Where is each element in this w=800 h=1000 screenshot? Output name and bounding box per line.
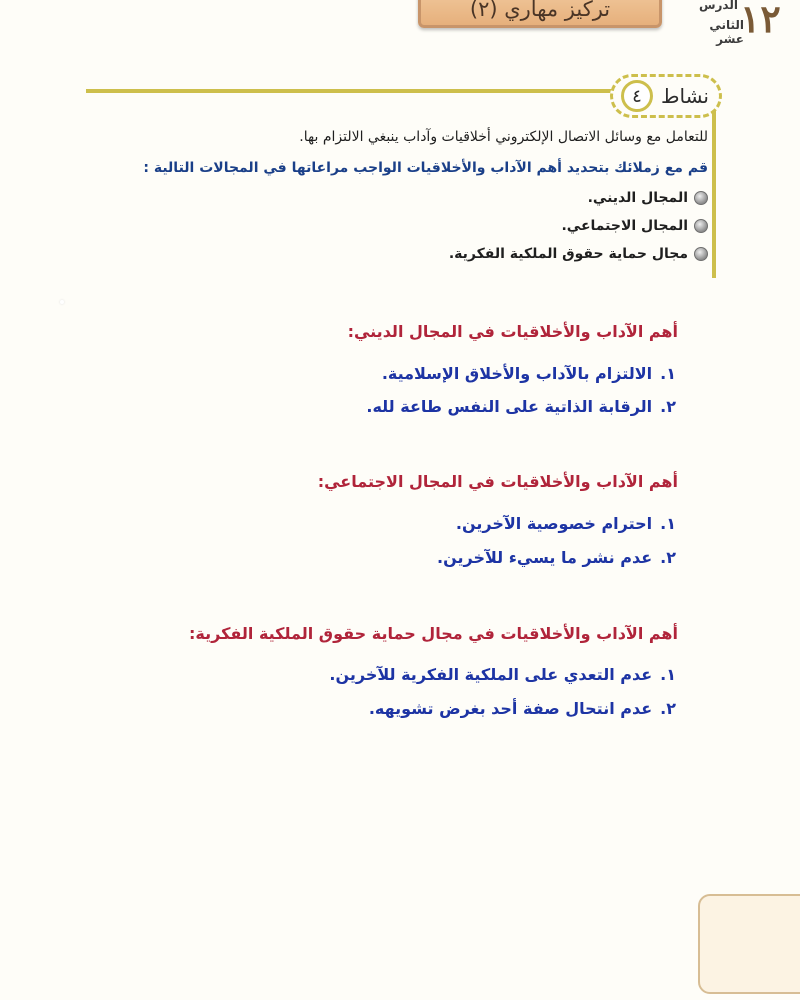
lesson-title: تركيز مهاري (٢)	[469, 0, 611, 21]
field-item	[561, 218, 708, 234]
page-speck	[60, 300, 64, 304]
lesson-title-banner	[418, 0, 662, 28]
page-corner-tab	[698, 894, 800, 994]
field-item	[449, 246, 708, 262]
answer-text: احترام خصوصية الآخرين.	[455, 514, 653, 533]
answer-item	[369, 699, 676, 718]
activity-top-rule	[86, 89, 614, 93]
field-label: المجال الديني.	[587, 190, 688, 206]
activity-label: نشاط	[661, 84, 709, 108]
answer-text: عدم انتحال صفة أحد بغرض تشويهه.	[368, 699, 653, 718]
lesson-number: ١٢	[740, 0, 781, 41]
answer-item	[456, 514, 676, 533]
answer-number: ١.	[660, 364, 676, 383]
field-item	[588, 190, 708, 206]
lesson-word: الدرس	[698, 0, 738, 12]
answer-number: ١.	[660, 514, 676, 533]
answer-text: عدم التعدي على الملكية الفكرية للآخرين.	[329, 665, 653, 684]
answer-item	[382, 364, 676, 383]
field-label: مجال حماية حقوق الملكية الفكرية.	[448, 246, 688, 262]
answer-item	[329, 665, 676, 684]
answer-number: ٢.	[660, 699, 676, 718]
section-heading: أهم الآداب والأخلاقيات في المجال الديني:	[347, 322, 678, 341]
answer-number: ٢.	[660, 397, 676, 416]
section-heading: أهم الآداب والأخلاقيات في المجال الاجتماعي:	[317, 472, 678, 491]
answer-text: عدم نشر ما يسيء للآخرين.	[437, 548, 653, 567]
activity-intro: للتعامل مع وسائل الاتصال الإلكتروني أخلاقيات وآداب ينبغي الالتزام بها.	[299, 129, 708, 145]
bullet-icon	[694, 219, 708, 233]
section-heading: أهم الآداب والأخلاقيات في مجال حماية حقوق الملكية الفكرية:	[189, 624, 678, 643]
field-label: المجال الاجتماعي.	[561, 218, 688, 234]
answer-item	[437, 548, 676, 567]
answer-text: الرقابة الذاتية على النفس طاعة لله.	[366, 397, 653, 416]
activity-side-rule	[712, 110, 716, 278]
activity-number: ٤	[621, 80, 653, 112]
answer-item	[366, 397, 676, 416]
bullet-icon	[694, 247, 708, 261]
answer-number: ٢.	[660, 548, 676, 567]
activity-instruction: قم مع زملائك بتحديد أهم الآداب والأخلاقيات الواجب مراعاتها في المجالات التالية :	[143, 160, 708, 176]
answer-number: ١.	[660, 665, 676, 684]
activity-badge	[610, 74, 722, 118]
answer-text: الالتزام بالآداب والأخلاق الإسلامية.	[381, 364, 653, 383]
lesson-order: الثاني عشر	[709, 18, 744, 46]
bullet-icon	[694, 191, 708, 205]
